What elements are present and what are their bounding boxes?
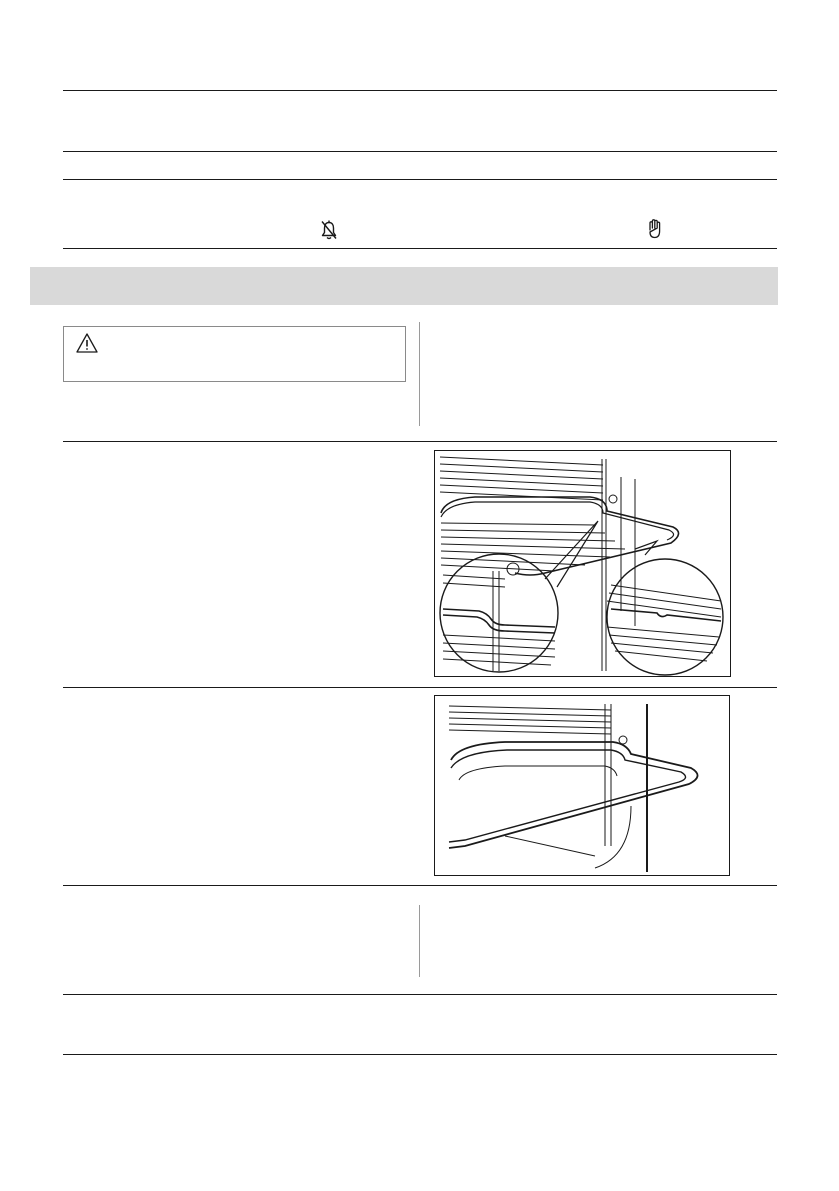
- warning-triangle-icon: [75, 332, 99, 354]
- procedure-rule: [63, 687, 777, 688]
- hand-icon: [645, 218, 665, 240]
- procedure-rule: [63, 441, 777, 442]
- bell-off-icon: [318, 219, 340, 241]
- procedure-rule: [63, 1054, 777, 1055]
- procedure-rule: [63, 994, 777, 995]
- column-divider: [419, 322, 420, 426]
- warning-box: [63, 326, 406, 382]
- table-rule: [63, 248, 777, 249]
- procedure-rule: [63, 885, 777, 886]
- wire-shelf-figure: [434, 450, 731, 677]
- table-rule: [63, 151, 777, 152]
- section-heading-banner: [30, 267, 778, 305]
- column-divider: [419, 905, 420, 977]
- table-rule: [63, 90, 777, 91]
- table-rule: [63, 179, 777, 180]
- tray-figure: [434, 695, 730, 876]
